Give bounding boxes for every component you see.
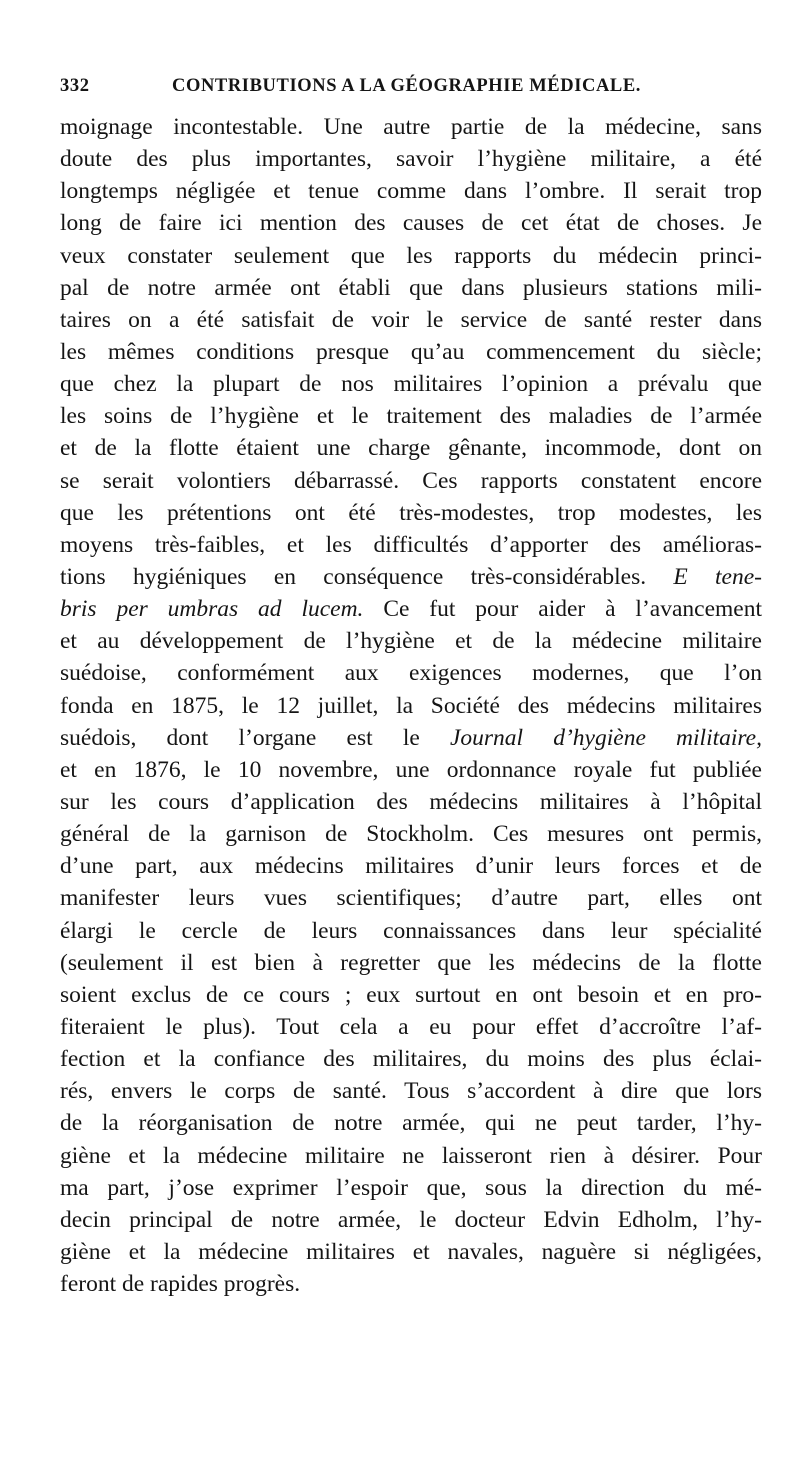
text-line: élargi le cercle de leurs connaissances dans leur spécialité	[60, 917, 762, 944]
italic-text-run: E tene-	[673, 563, 762, 590]
text-line: ma part, j’ose exprimer l’espoir que, sous la direction du mé-	[60, 1174, 762, 1201]
text-line: veux constater seulement que les rapports du médecin princi-	[60, 242, 762, 269]
text-line: fiteraient le plus). Tout cela a eu pour effet d’accroître l’af-	[60, 1013, 762, 1040]
text-line: les soins de l’hygiène et le traitement des maladies de l’armée	[60, 403, 762, 430]
text-line: de la réorganisation de notre armée, qui ne peut tarder, l’hy-	[60, 1110, 762, 1137]
text-line: soient exclus de ce cours ; eux surtout en ont besoin et en pro-	[60, 981, 762, 1008]
text-line: longtemps négligée et tenue comme dans l’ombre. Il serait trop	[60, 178, 762, 205]
text-line	[60, 561, 762, 593]
text-line: moyens très-faibles, et les difficultés d’apporter des amélioras-	[60, 531, 762, 558]
text-run: Ce fut pour aider à l’avancement	[363, 596, 762, 623]
text-line: les mêmes conditions presque qu’au commencement du siècle;	[60, 338, 762, 365]
text-line: fection et la confiance des militaires, du moins des plus éclai-	[60, 1046, 762, 1073]
text-line: long de faire ici mention des causes de cet état de choses. Je	[60, 210, 762, 237]
italic-text-run: Journal d’hygiène militaire,	[449, 724, 762, 751]
text-line: sur les cours d’application des médecins militaires à l’hôpital	[60, 788, 762, 815]
text-line: général de la garnison de Stockholm. Ces mesures ont permis,	[60, 821, 762, 848]
text-run: suédois, dont l’organe est le	[60, 724, 450, 751]
text-line: decin principal de notre armée, le docteur Edvin Edholm, l’hy-	[60, 1206, 762, 1233]
text-line: suédoise, conformément aux exigences modernes, que l’on	[60, 660, 762, 687]
running-title: CONTRIBUTIONS A LA GÉOGRAPHIE MÉDICALE.	[172, 76, 642, 96]
text-line: doute des plus importantes, savoir l’hygiène militaire, a été	[60, 146, 762, 173]
text-line: que les prétentions ont été très-modestes, trop modestes, les	[60, 499, 762, 526]
text-line: manifester leurs vues scientifiques; d’autre part, elles ont	[60, 885, 762, 912]
page-header	[60, 76, 770, 104]
text-line: taires on a été satisfait de voir le service de santé rester dans	[60, 306, 762, 333]
body-paragraph	[60, 111, 762, 1300]
text-line: pal de notre armée ont établi que dans plusieurs stations mili-	[60, 274, 762, 301]
text-line: d’une part, aux médecins militaires d’unir leurs forces et de	[60, 853, 762, 880]
text-line	[60, 722, 762, 754]
italic-text-run: bris per umbras ad lucem.	[60, 596, 364, 623]
text-line: et au développement de l’hygiène et de la médecine militaire	[60, 628, 762, 655]
page-number: 332	[60, 76, 90, 96]
text-line: giène et la médecine militaires et navales, naguère si négligées,	[60, 1238, 762, 1265]
text-line: que chez la plupart de nos militaires l’opinion a prévalu que	[60, 371, 762, 398]
text-line: feront de rapides progrès.	[60, 1271, 301, 1298]
text-line: et de la flotte étaient une charge gênante, incommode, dont on	[60, 435, 762, 462]
text-line: giène et la médecine militaire ne laisseront rien à désirer. Pour	[60, 1142, 762, 1169]
text-line: et en 1876, le 10 novembre, une ordonnance royale fut publiée	[60, 756, 762, 783]
text-line: fonda en 1875, le 12 juillet, la Société des médecins militaires	[60, 692, 762, 719]
text-line: (seulement il est bien à regretter que les médecins de la flotte	[60, 949, 762, 976]
text-line: moignage incontestable. Une autre partie de la médecine, sans	[60, 114, 762, 140]
text-line: se serait volontiers débarrassé. Ces rapports constatent encore	[60, 467, 762, 494]
text-line	[60, 593, 762, 625]
text-line: rés, envers le corps de santé. Tous s’accordent à dire que lors	[60, 1078, 762, 1105]
text-run: tions hygiéniques en conséquence très-considérables.	[60, 563, 674, 590]
